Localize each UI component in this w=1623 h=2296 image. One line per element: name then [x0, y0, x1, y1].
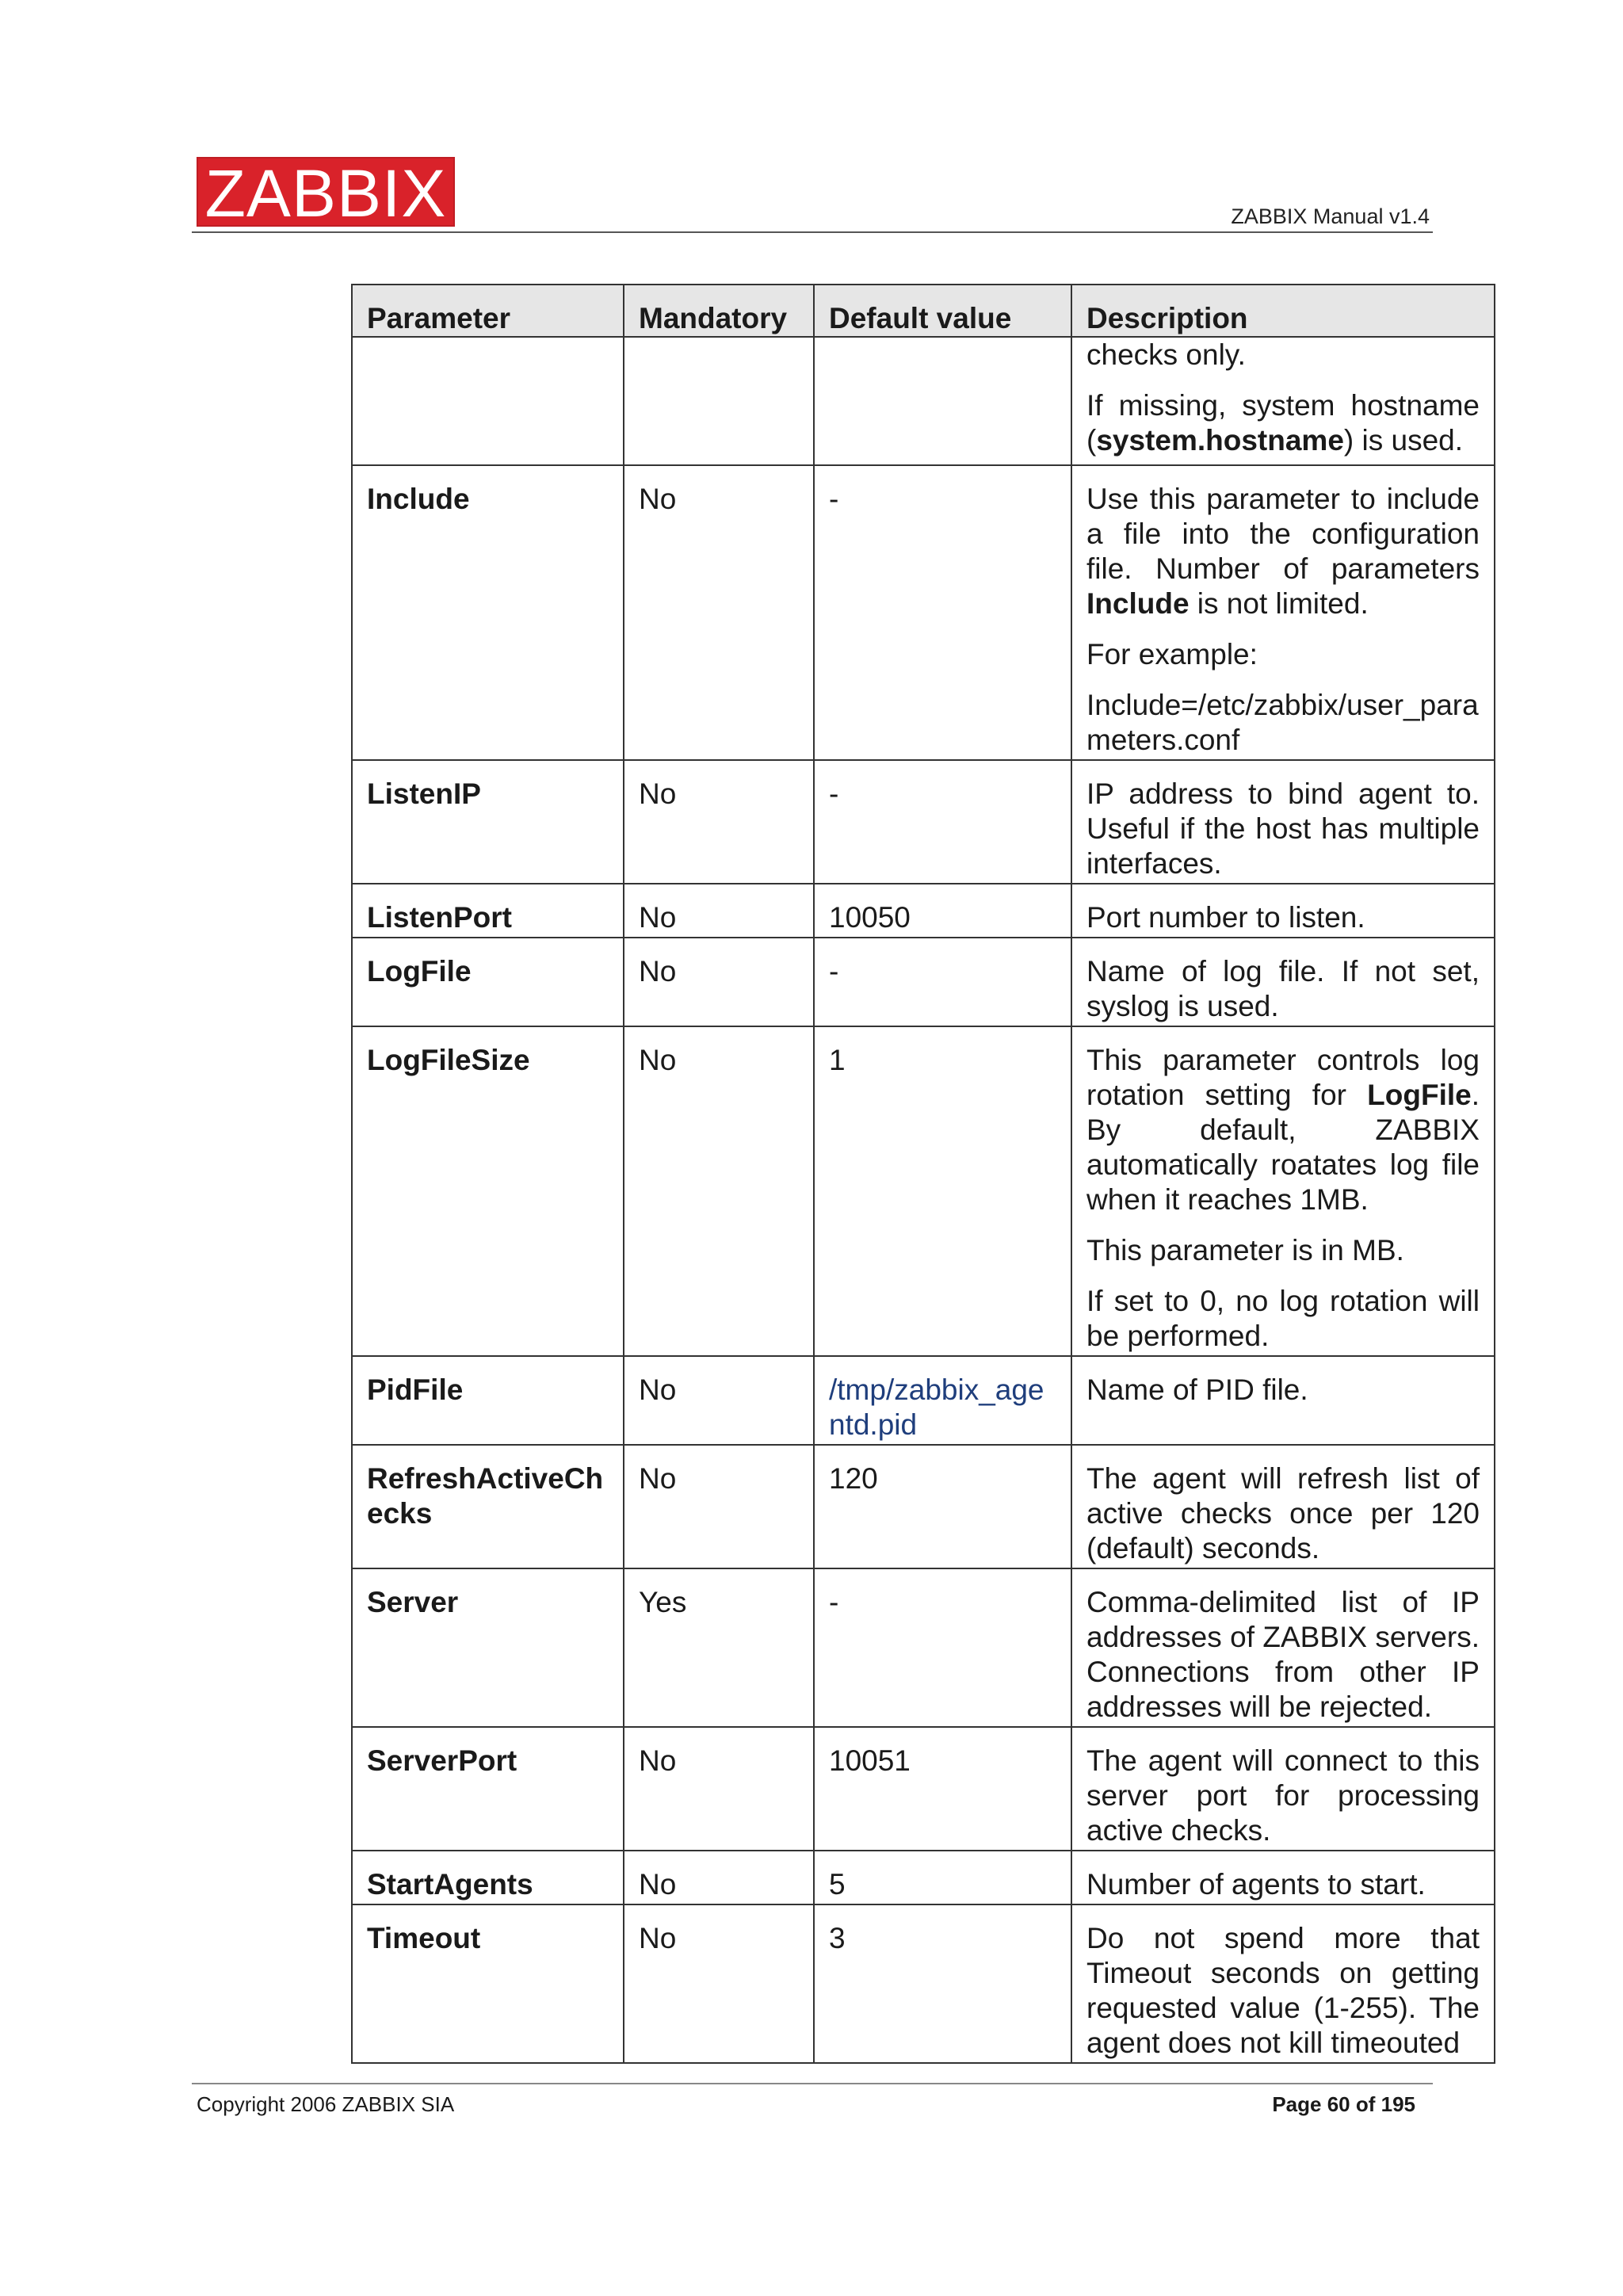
- default-cell: -: [814, 465, 1071, 760]
- default-cell: -: [814, 1568, 1071, 1727]
- default-cell: 120: [814, 1445, 1071, 1568]
- manual-title: ZABBIX Manual v1.4: [1231, 204, 1430, 228]
- description-cell: Number of agents to start.: [1071, 1851, 1495, 1904]
- param-cell: StartAgents: [352, 1851, 624, 1904]
- parameters-table: [351, 284, 1495, 2064]
- param-cell: LogFile: [352, 938, 624, 1026]
- param-cell: Timeout: [352, 1904, 624, 2063]
- param-cell: ListenPort: [352, 884, 624, 938]
- column-header-parameter: Parameter: [352, 285, 624, 337]
- param-cell: ListenIP: [352, 760, 624, 884]
- column-header-mandatory: Mandatory: [624, 285, 814, 337]
- param-cell: RefreshActiveChecks: [352, 1445, 624, 1568]
- table-row: [352, 1026, 1495, 1356]
- default-cell: -: [814, 938, 1071, 1026]
- table-row: [352, 1727, 1495, 1851]
- param-cell: Include: [352, 465, 624, 760]
- mandatory-cell: No: [624, 760, 814, 884]
- mandatory-cell: No: [624, 1904, 814, 2063]
- param-cell: Server: [352, 1568, 624, 1727]
- table-row: [352, 1445, 1495, 1568]
- default-cell: [814, 337, 1071, 465]
- description-cell: IP address to bind agent to. Useful if the host has multiple interfaces.: [1071, 760, 1495, 884]
- column-header-default: Default value: [814, 285, 1071, 337]
- table-row: [352, 1904, 1495, 2063]
- description-cell: The agent will connect to this server port for processing active checks.: [1071, 1727, 1495, 1851]
- footer-divider: [192, 2083, 1433, 2084]
- table-header-row: [352, 285, 1495, 337]
- mandatory-cell: Yes: [624, 1568, 814, 1727]
- description-cell: Comma-delimited list of IP addresses of ZABBIX servers. Connections from other IP addresses will be rejected.: [1071, 1568, 1495, 1727]
- mandatory-cell: No: [624, 1727, 814, 1851]
- param-cell: LogFileSize: [352, 1026, 624, 1356]
- mandatory-cell: No: [624, 938, 814, 1026]
- mandatory-cell: No: [624, 465, 814, 760]
- default-cell: 10051: [814, 1727, 1071, 1851]
- description-cell: Name of log file. If not set, syslog is used.: [1071, 938, 1495, 1026]
- mandatory-cell: No: [624, 1026, 814, 1356]
- table-row: [352, 938, 1495, 1026]
- zabbix-logo: ZABBIX: [197, 157, 455, 227]
- param-cell: [352, 337, 624, 465]
- table-row: [352, 337, 1495, 465]
- mandatory-cell: No: [624, 884, 814, 938]
- mandatory-cell: No: [624, 1356, 814, 1445]
- default-cell: 10050: [814, 884, 1071, 938]
- description-cell: Do not spend more that Timeout seconds on getting requested value (1-255). The agent does not kill timeouted: [1071, 1904, 1495, 2063]
- description-cell: checks only. If missing, system hostname (system.hostname) is used.: [1071, 337, 1495, 465]
- table-row: [352, 1356, 1495, 1445]
- mandatory-cell: No: [624, 1851, 814, 1904]
- default-cell: 1: [814, 1026, 1071, 1356]
- header-divider: [192, 231, 1433, 233]
- param-cell: ServerPort: [352, 1727, 624, 1851]
- description-cell: Port number to listen.: [1071, 884, 1495, 938]
- table-row: [352, 1851, 1495, 1904]
- table-row: [352, 884, 1495, 938]
- description-cell: Name of PID file.: [1071, 1356, 1495, 1445]
- page-number: Page 60 of 195: [1272, 2092, 1415, 2116]
- mandatory-cell: No: [624, 1445, 814, 1568]
- default-cell: 3: [814, 1904, 1071, 2063]
- default-cell: 5: [814, 1851, 1071, 1904]
- default-cell: -: [814, 760, 1071, 884]
- table-row: [352, 1568, 1495, 1727]
- table-row: [352, 465, 1495, 760]
- mandatory-cell: [624, 337, 814, 465]
- description-cell: This parameter controls log rotation setting for LogFile. By default, ZABBIX automatically roatates log file when it reaches 1MB. This parameter is in MB. If set to 0, no log rotation will be performed.: [1071, 1026, 1495, 1356]
- default-path-link[interactable]: /tmp/zabbix_agentd.pid: [814, 1356, 1071, 1445]
- description-cell: Use this parameter to include a file into the configuration file. Number of parameters Include is not limited. For example: Include=/etc/zabbix/user_parameters.conf: [1071, 465, 1495, 760]
- copyright-text: Copyright 2006 ZABBIX SIA: [197, 2092, 455, 2116]
- table-row: [352, 760, 1495, 884]
- param-cell: PidFile: [352, 1356, 624, 1445]
- description-cell: The agent will refresh list of active checks once per 120 (default) seconds.: [1071, 1445, 1495, 1568]
- column-header-description: Description: [1071, 285, 1495, 337]
